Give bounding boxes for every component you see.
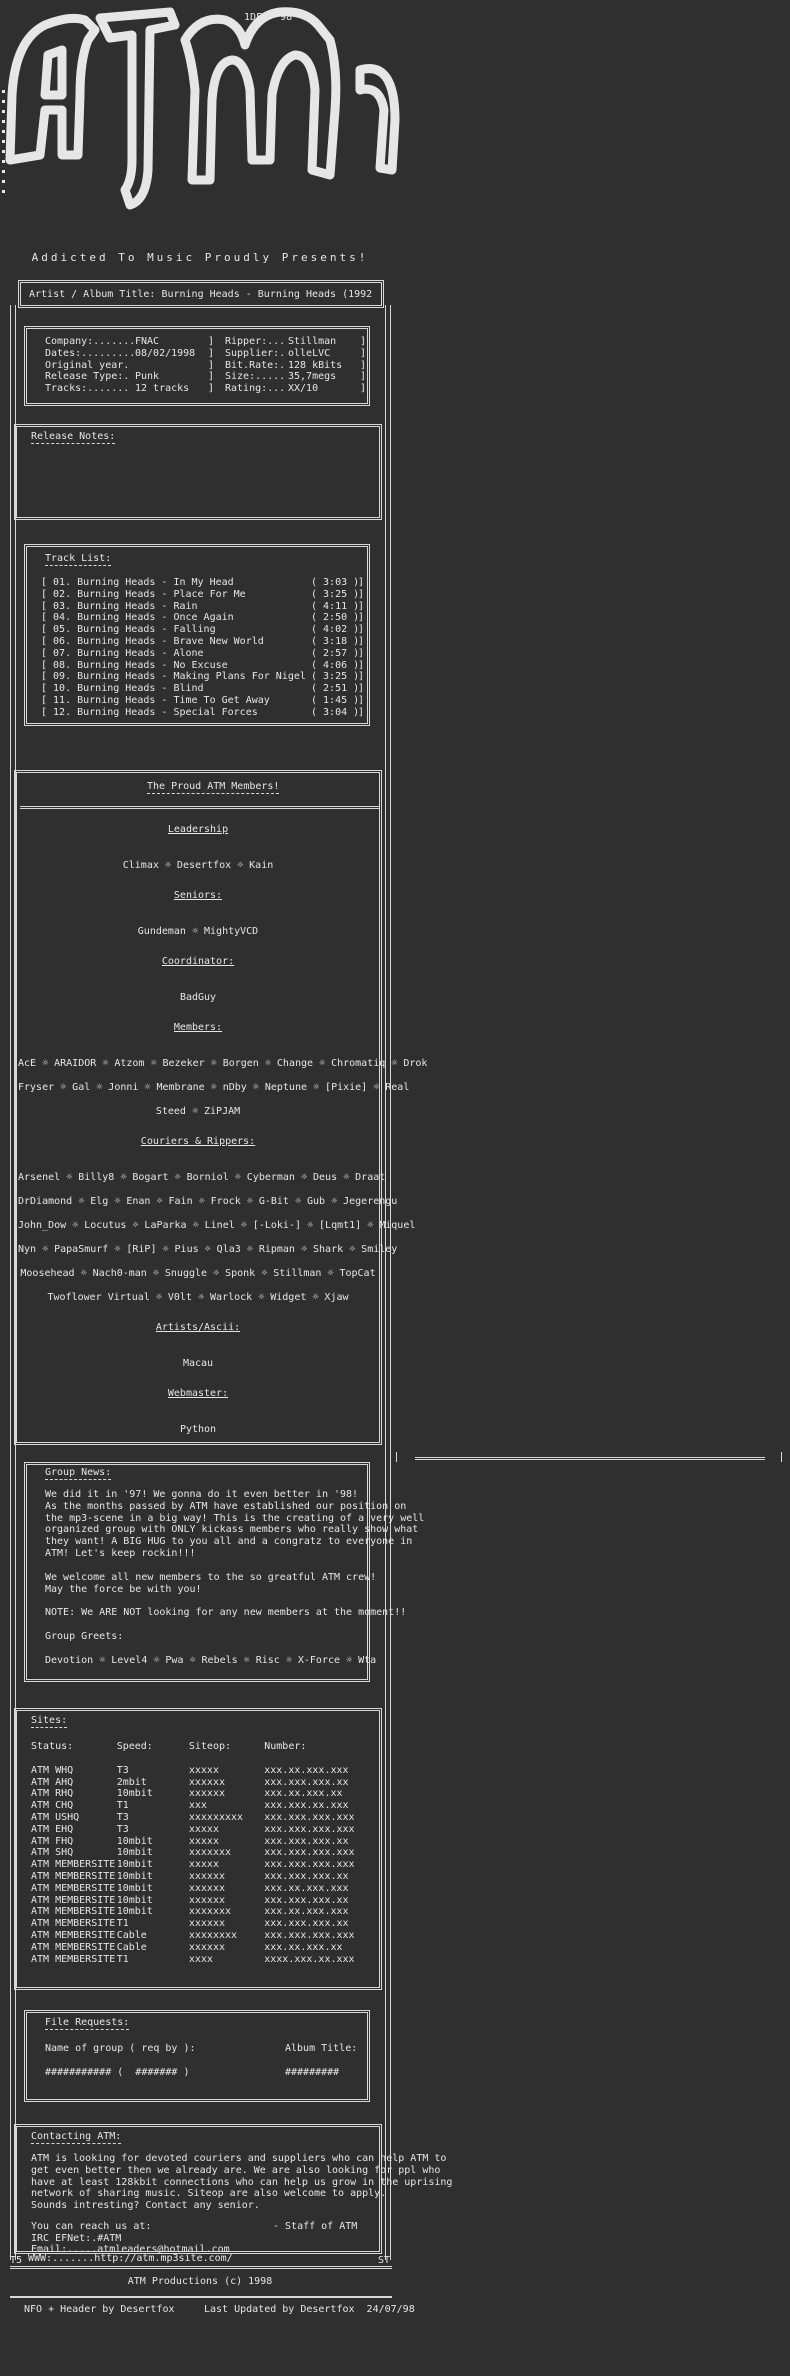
- sites-column-header: Number:: [264, 1741, 307, 1752]
- irc-channel: IRC EFNet:.#ATM: [31, 2233, 122, 2244]
- sites-cell: xxxxx: [188, 1835, 219, 1847]
- news-paragraph: NOTE: We ARE NOT looking for any new members at the moment!!: [45, 1607, 407, 1619]
- sites-cell: 10mbit: [116, 1859, 153, 1871]
- album-value: #########: [285, 2067, 340, 2078]
- members-line: Nyn ☼ PapaSmurf ☼ [RiP] ☼ Pius ☼ Qla3 ☼ Ripman ☼ Shark ☼ Smiley: [18, 1244, 398, 1255]
- sites-box: [14, 1708, 382, 1990]
- sites-cell: ATM USHQ: [31, 1811, 80, 1823]
- frame-rail-right-3: [385, 1450, 391, 2260]
- track-row: [41, 659, 365, 672]
- sites-row: [31, 1930, 379, 1942]
- sites-cell: Cable: [116, 1941, 147, 1953]
- sites-cell: xxx.xxx.xxx.xxx: [264, 1859, 355, 1871]
- track-list: [41, 577, 365, 719]
- sites-row: [31, 1824, 379, 1836]
- track-row: [41, 647, 365, 660]
- sites-cell: xxxxx: [188, 1859, 219, 1871]
- sites-row: [31, 1800, 379, 1812]
- sites-row: [31, 1871, 379, 1883]
- bracket: ]: [358, 683, 365, 695]
- sites-cell: xxxxxx: [188, 1788, 225, 1800]
- track-title: [ 01. Burning Heads - In My Head: [41, 577, 234, 588]
- sites-cell: ATM WHQ: [31, 1764, 74, 1776]
- release-notes-box: [14, 424, 382, 520]
- news-paragraph: Devotion ☼ Level4 ☼ Pwa ☼ Rebels ☼ Risc ☼ X-Force ☼ Wta: [45, 1654, 377, 1666]
- album-label: Album Title:: [285, 2043, 358, 2054]
- track-time: ( 3:25 ): [311, 588, 360, 600]
- sites-column-header: Siteop:: [188, 1741, 232, 1752]
- members-section-title: Artists/Ascii:: [155, 1322, 241, 1333]
- info-rows: [45, 336, 365, 395]
- info-label: Original year.: [45, 359, 130, 371]
- bracket: ]: [358, 635, 365, 647]
- sites-cell: T1: [116, 1918, 129, 1930]
- sites-cell: xxx.xxx.xxx.xxx: [264, 1811, 355, 1823]
- track-row: [41, 694, 365, 707]
- sites-cell: xxxxxx: [188, 1918, 225, 1930]
- reach-us: You can reach us at:: [31, 2221, 152, 2232]
- info-value: XX/10: [288, 383, 319, 395]
- info-row: [45, 348, 365, 360]
- sites-heading: Sites:: [31, 1715, 68, 1726]
- release-notes-heading: Release Notes:: [31, 431, 116, 442]
- sites-cell: xxx: [188, 1800, 207, 1812]
- sites-cell: T3: [116, 1764, 129, 1776]
- members-line: John_Dow ☼ Locutus ☼ LaParka ☼ Linel ☼ [-Loki-] ☼ [Lqmt1] ☼ Miquel: [18, 1220, 416, 1231]
- bracket: ]: [360, 359, 367, 371]
- sites-cell: xxx.xx.xxx.xxx: [264, 1882, 349, 1894]
- sites-row: [31, 1883, 379, 1895]
- info-value: olleLVC: [288, 347, 331, 359]
- members-divider: [20, 806, 380, 809]
- sites-cell: 10mbit: [116, 1882, 153, 1894]
- sites-column-header: Speed:: [116, 1741, 153, 1752]
- frame-rail-right-2: [385, 760, 391, 1450]
- info-label: Release Type:.: [45, 371, 130, 383]
- sites-cell: T1: [116, 1953, 129, 1965]
- sites-cell: xxx.xx.xxx.xxx: [264, 1764, 349, 1776]
- track-row: [41, 577, 365, 589]
- bracket: ]: [358, 671, 365, 683]
- frame-rail-left: [10, 305, 16, 765]
- info-row: [45, 383, 365, 395]
- track-title: [ 03. Burning Heads - Rain: [41, 600, 198, 612]
- members-line: Fryser ☼ Gal ☼ Jonni ☼ Membrane ☼ nDby ☼ Neptune ☼ [Pixie] ☼ Real: [18, 1082, 410, 1093]
- bracket: ]: [208, 336, 215, 347]
- sites-cell: ATM MEMBERSITE: [31, 1882, 116, 1894]
- bracket: ]: [358, 577, 365, 588]
- contacting-text: ATM is looking for devoted couriers and suppliers who can help ATM to get even better then we already are. We are also looking for ppl who have at least 128kbit connections who can help us grow in the uprising network of sharing music. Siteop are also welcome to apply. Sounds intresting? Contact any senior.: [31, 2153, 453, 2212]
- track-title: [ 09. Burning Heads - Making Plans For Nigel: [41, 671, 306, 683]
- members-heading: The Proud ATM Members!: [147, 781, 280, 792]
- news-paragraph: We did it in '97! We gonna do it even better in '98! As the months passed by ATM have established our position on the mp3-scene in a big way! This is the creating of a very well organized group with ONLY kickass members who really show what they want! A BIG HUG to you all and a congratz to everyone in ATM! Let's keep rockin!!!: [45, 1489, 425, 1559]
- sites-cell: xxx.xxx.xxx.xx: [264, 1870, 349, 1882]
- sites-cell: 2mbit: [116, 1776, 147, 1788]
- group-news-heading: Group News:: [45, 1467, 112, 1478]
- album-title: Artist / Album Title: Burning Heads - Burning Heads (1992: [29, 289, 373, 300]
- track-title: [ 10. Burning Heads - Blind: [41, 683, 204, 695]
- track-time: ( 3:04 ): [311, 706, 360, 718]
- sites-cell: xxx.xx.xxx.xx: [264, 1788, 343, 1800]
- sites-cell: xxx.xxx.xx.xxx: [264, 1800, 349, 1812]
- sites-cell: xxxxxx: [188, 1870, 225, 1882]
- sites-header-row: [31, 1741, 379, 1765]
- members-line: Python: [179, 1424, 217, 1435]
- members-line: Climax ☼ Desertfox ☼ Kain: [122, 860, 274, 871]
- info-value: Stillman: [288, 336, 337, 347]
- footer-line: [10, 2266, 392, 2269]
- sites-cell: xxxxx: [188, 1823, 219, 1835]
- track-title: [ 04. Burning Heads - Once Again: [41, 612, 234, 624]
- group-label: Name of group ( req by ):: [45, 2043, 196, 2054]
- track-time: ( 2:50 ): [311, 612, 360, 624]
- sites-row: [31, 1847, 379, 1859]
- track-time: ( 4:11 ): [311, 600, 360, 612]
- bracket: ]: [360, 383, 367, 395]
- sites-cell: xxx.xxx.xxx.xxx: [264, 1823, 355, 1835]
- sites-row: [31, 1918, 379, 1930]
- track-title: [ 11. Burning Heads - Time To Get Away: [41, 694, 270, 706]
- bracket: ]: [208, 347, 215, 359]
- members-section-title: Members:: [173, 1022, 223, 1033]
- info-value: 128 kBits: [288, 359, 343, 371]
- sites-cell: 10mbit: [116, 1835, 153, 1847]
- sites-cell: xxxx: [188, 1953, 213, 1965]
- bracket: ]: [358, 694, 365, 706]
- bracket: ]: [360, 371, 367, 383]
- sites-cell: xxx.xx.xxx.xx: [264, 1941, 343, 1953]
- sites-cell: ATM MEMBERSITE: [31, 1859, 116, 1871]
- tagline: Addicted To Music Proudly Presents!: [31, 251, 369, 264]
- sites-row: [31, 1812, 379, 1824]
- sites-cell: xxx.xxx.xxx.xx: [264, 1835, 349, 1847]
- track-list-box: [24, 544, 370, 726]
- members-section-title: Seniors:: [173, 890, 223, 901]
- track-time: ( 4:06 ): [311, 659, 360, 671]
- members-line: Twoflower Virtual ☼ V0lt ☼ Warlock ☼ Widget ☼ Xjaw: [47, 1292, 349, 1303]
- sites-cell: xxxxxxx: [188, 1906, 232, 1918]
- sites-cell: ATM CHQ: [31, 1800, 74, 1812]
- track-title: [ 07. Burning Heads - Alone: [41, 647, 204, 659]
- sites-cell: Cable: [116, 1929, 147, 1941]
- sites-cell: xxxxxx: [188, 1882, 225, 1894]
- bracket: ]: [358, 647, 365, 659]
- sites-cell: T3: [116, 1823, 129, 1835]
- sites-cell: xxxxxxx: [188, 1847, 232, 1859]
- last-updated: Last Updated by Desertfox 24/07/98: [204, 2304, 415, 2315]
- sites-row: [31, 1777, 379, 1789]
- members-line: Macau: [182, 1358, 214, 1369]
- track-row: [41, 600, 365, 613]
- sites-row: [31, 1906, 379, 1918]
- right-decor-tick-right: [781, 1452, 782, 1462]
- track-row: [41, 624, 365, 636]
- file-requests-heading: File Requests:: [45, 2017, 130, 2028]
- track-title: [ 12. Burning Heads - Special Forces: [41, 706, 258, 718]
- news-paragraph: We welcome all new members to the so greatful ATM crew! May the force be with you!: [45, 1571, 377, 1595]
- sites-row: [31, 1954, 379, 1966]
- news-paragraph: Group Greets:: [45, 1631, 124, 1643]
- contacting-heading: Contacting ATM:: [31, 2131, 122, 2142]
- sites-row: [31, 1859, 379, 1871]
- sites-cell: ATM SHQ: [31, 1847, 74, 1859]
- track-list-heading: Track List:: [45, 553, 112, 564]
- footer-corner-left: T5: [10, 2255, 23, 2266]
- track-row: [41, 612, 365, 624]
- members-line: Steed ☼ ZiPJAM: [155, 1106, 241, 1117]
- info-value: 08/02/1998: [135, 347, 196, 359]
- sites-cell: xxxxxx: [188, 1894, 225, 1906]
- sites-row: [31, 1788, 379, 1800]
- sites-column-header: Status:: [31, 1741, 74, 1752]
- info-row: [45, 371, 365, 383]
- right-decor-line: [415, 1457, 765, 1460]
- website-url[interactable]: WWW:.......http://atm.mp3site.com/: [28, 2253, 233, 2264]
- sites-cell: ATM MEMBERSITE: [31, 1906, 116, 1918]
- members-list: [18, 812, 428, 1442]
- header-credit: 1DFI '98: [244, 12, 293, 23]
- track-time: ( 2:57 ): [311, 647, 360, 659]
- sites-cell: xxx.xxx.xxx.xx: [264, 1894, 349, 1906]
- info-label: Company:.......: [45, 336, 136, 347]
- info-box: [24, 326, 370, 406]
- track-time: ( 3:25 ): [311, 671, 360, 683]
- sites-cell: ATM AHQ: [31, 1776, 74, 1788]
- sites-cell: xxxxxx: [188, 1941, 225, 1953]
- sites-cell: ATM FHQ: [31, 1835, 74, 1847]
- track-row: [41, 671, 365, 683]
- info-row: [45, 336, 365, 348]
- members-line: DrDiamond ☼ Elg ☼ Enan ☼ Fain ☼ Frock ☼ G-Bit ☼ Gub ☼ Jegerengu: [18, 1196, 398, 1207]
- atm-ascii-logo: [0, 0, 400, 235]
- sites-cell: 10mbit: [116, 1906, 153, 1918]
- track-time: ( 4:02 ): [311, 624, 360, 636]
- bracket: ]: [360, 336, 367, 347]
- track-time: ( 3:18 ): [311, 635, 360, 647]
- members-section-title: Webmaster:: [167, 1388, 229, 1399]
- bracket: ]: [208, 383, 215, 395]
- info-label: Ripper:...: [225, 336, 286, 347]
- members-line: Arsenel ☼ Billy8 ☼ Bogart ☼ Borniol ☼ Cyberman ☼ Deus ☼ Draat: [18, 1172, 386, 1183]
- bracket: ]: [358, 612, 365, 624]
- track-title: [ 06. Burning Heads - Brave New World: [41, 635, 264, 647]
- right-decor-tick-left: [396, 1452, 397, 1462]
- track-title: [ 05. Burning Heads - Falling: [41, 624, 216, 636]
- info-label: Supplier:.: [225, 347, 286, 359]
- sites-cell: 10mbit: [116, 1894, 153, 1906]
- track-row: [41, 588, 365, 601]
- track-time: ( 1:45 ): [311, 694, 360, 706]
- track-row: [41, 635, 365, 648]
- info-value: FNAC: [135, 336, 160, 347]
- nfo-credit: NFO + Header by Desertfox: [24, 2304, 175, 2315]
- members-section-title: Coordinator:: [161, 956, 235, 967]
- bracket: ]: [358, 588, 365, 600]
- sites-row: [31, 1942, 379, 1954]
- members-section-title: Leadership: [167, 824, 229, 835]
- info-label: Rating:...: [225, 383, 286, 395]
- sites-cell: xxxxxxxx: [188, 1929, 238, 1941]
- sites-cell: ATM MEMBERSITE: [31, 1929, 116, 1941]
- sites-cell: 10mbit: [116, 1870, 153, 1882]
- sites-cell: ATM RHQ: [31, 1788, 74, 1800]
- info-value: 35,7megs: [288, 371, 337, 383]
- bracket: ]: [358, 706, 365, 718]
- sites-cell: ATM MEMBERSITE: [31, 1953, 116, 1965]
- footer-corner-right: ST: [378, 2255, 391, 2266]
- footer-line-2: [10, 2296, 392, 2298]
- sites-cell: 10mbit: [116, 1847, 153, 1859]
- productions: ATM Productions (c) 1998: [127, 2276, 273, 2287]
- bracket: ]: [358, 600, 365, 612]
- track-time: ( 3:03 ): [311, 577, 360, 588]
- sites-cell: ATM MEMBERSITE: [31, 1941, 116, 1953]
- contacting-box: [14, 2124, 453, 2255]
- sites-cell: xxx.xxx.xxx.xx: [264, 1776, 349, 1788]
- members-line: Gundeman ☼ MightyVCD: [137, 926, 259, 937]
- sites-cell: 10mbit: [116, 1788, 153, 1800]
- bracket: ]: [208, 359, 215, 371]
- sites-cell: ATM EHQ: [31, 1823, 74, 1835]
- info-label: Bit.Rate:.: [225, 359, 286, 371]
- sites-cell: xxx.xxx.xxx.xx: [264, 1918, 349, 1930]
- info-value: 12 tracks: [135, 383, 190, 395]
- staff-signature: - Staff of ATM: [273, 2221, 358, 2232]
- group-news-body: [45, 1489, 425, 1679]
- sites-cell: xxx.xxx.xxx.xxx: [264, 1929, 355, 1941]
- bracket: ]: [358, 624, 365, 636]
- sites-cell: T1: [116, 1800, 129, 1812]
- sites-cell: ATM MEMBERSITE: [31, 1894, 116, 1906]
- info-row: [45, 360, 365, 372]
- sites-cell: xxxx.xxx.xx.xxx: [264, 1953, 355, 1965]
- sites-row: [31, 1836, 379, 1848]
- title-box: [18, 280, 384, 308]
- sites-cell: xxx.xx.xxx.xxx: [264, 1906, 349, 1918]
- track-row: [41, 706, 365, 719]
- members-line: BadGuy: [179, 992, 217, 1003]
- email-address[interactable]: Email:.....atmleaders@hotmail.com: [31, 2244, 230, 2255]
- sites-cell: ATM MEMBERSITE: [31, 1918, 116, 1930]
- sites-cell: xxxxx: [188, 1764, 219, 1776]
- members-section-title: Couriers & Rippers:: [140, 1136, 256, 1147]
- track-title: [ 02. Burning Heads - Place For Me: [41, 588, 246, 600]
- info-value: Punk: [135, 371, 160, 383]
- group-news-box: [24, 1462, 425, 1682]
- sites-row: [31, 1765, 379, 1777]
- sites-cell: xxxxxxxxx: [188, 1811, 244, 1823]
- bracket: ]: [360, 347, 367, 359]
- group-value: ########### ( ####### ): [45, 2067, 190, 2078]
- frame-rail-right: [385, 305, 391, 765]
- track-title: [ 08. Burning Heads - No Excuse: [41, 659, 228, 671]
- sites-cell: T3: [116, 1811, 129, 1823]
- members-line: AcE ☼ ARAIDOR ☼ Atzom ☼ Bezeker ☼ Borgen ☼ Change ☼ Chromatiq ☼ Drok: [18, 1058, 428, 1069]
- bracket: ]: [358, 659, 365, 671]
- track-time: ( 2:51 ): [311, 683, 360, 695]
- sites-table: [31, 1741, 379, 1965]
- members-line: Moosehead ☼ Nach0-man ☼ Snuggle ☼ Sponk ☼ Stillman ☼ TopCat: [20, 1268, 376, 1279]
- info-label: Tracks:.......: [45, 383, 130, 395]
- sites-cell: xxx.xxx.xxx.xxx: [264, 1847, 355, 1859]
- track-row: [41, 683, 365, 695]
- info-label: Size:.....: [225, 371, 286, 383]
- info-label: Dates:.........: [45, 347, 136, 359]
- bracket: ]: [208, 371, 215, 383]
- file-requests-box: [24, 2010, 370, 2102]
- sites-row: [31, 1895, 379, 1907]
- sites-cell: ATM MEMBERSITE: [31, 1870, 116, 1882]
- sites-cell: xxxxxx: [188, 1776, 225, 1788]
